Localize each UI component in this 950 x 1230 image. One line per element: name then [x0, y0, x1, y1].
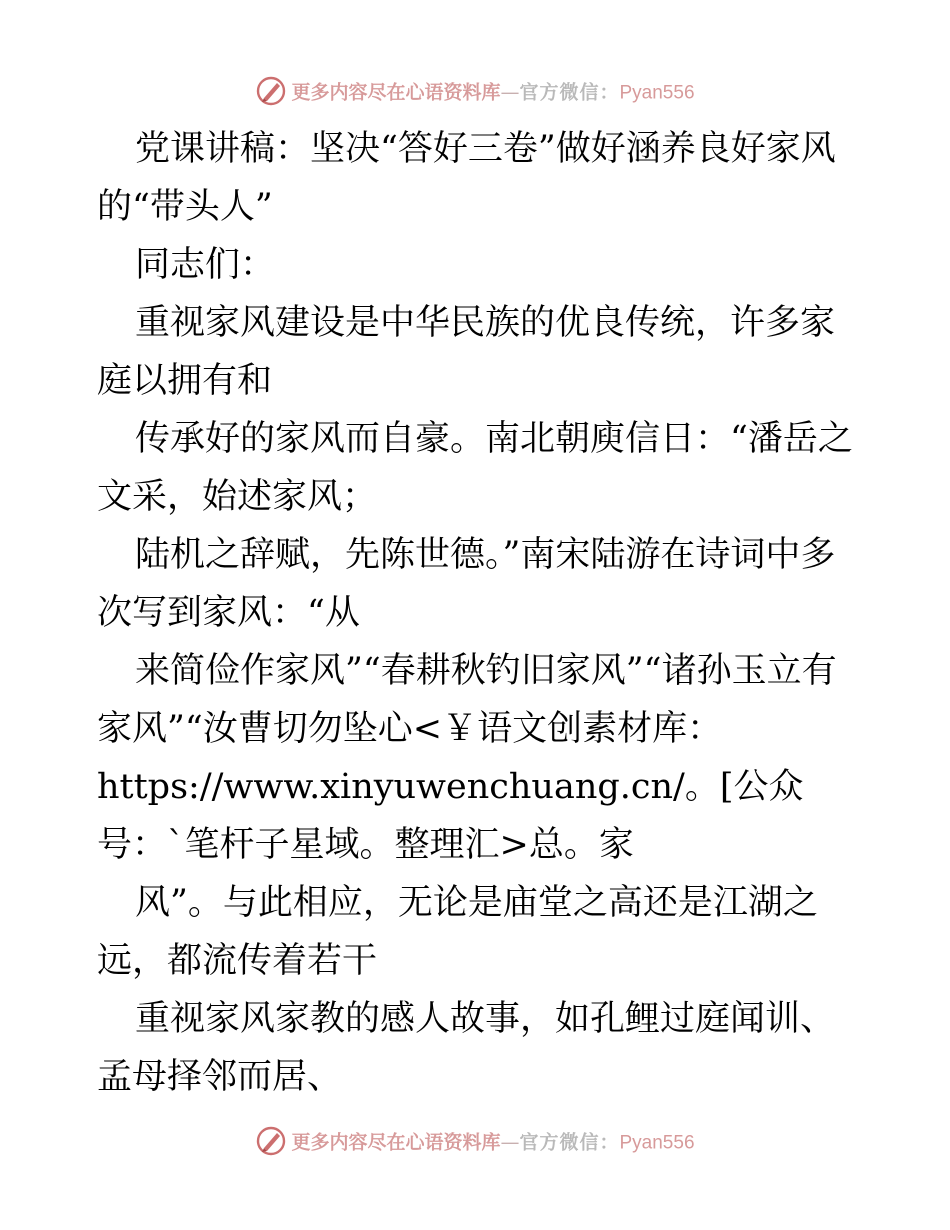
watermark-wechat-id: Pyan556: [619, 82, 695, 104]
watermark-main-text: 更多内容尽在心语资料库: [291, 81, 501, 104]
paragraph: 重视家风家教的感人故事，如孔鲤过庭闻训、孟母择邻而居、: [97, 999, 836, 1097]
header-watermark: [0, 77, 950, 109]
watermark-separator: —: [500, 1131, 520, 1154]
document-body: [97, 120, 857, 1106]
paragraph: 重视家风建设是中华民族的优良传统，许多家庭以拥有和: [97, 303, 836, 401]
pen-logo-icon: [255, 1125, 287, 1157]
doc-title: 党课讲稿：坚决“答好三卷”做好涵养良好家风的“带头人”: [97, 129, 836, 227]
paragraph: 传承好的家风而自豪。南北朝庾信日：“潘岳之文采，始述家风；: [97, 419, 853, 517]
salutation: 同志们：: [135, 245, 276, 285]
watermark-main-text: 更多内容尽在心语资料库: [291, 1131, 501, 1154]
paragraph: 陆机之辞赋，先陈世德。”南宋陆游在诗词中多次写到家风：“从: [97, 535, 836, 633]
pen-logo-icon: [255, 75, 287, 107]
watermark-separator: —: [500, 81, 520, 104]
paragraph: 风”。与此相应，无论是庙堂之高还是江湖之远，都流传着若干: [97, 883, 818, 981]
watermark-wechat-label: 官方微信：: [519, 81, 620, 104]
footer-watermark: [0, 1127, 950, 1159]
watermark-wechat-label: 官方微信：: [519, 1131, 620, 1154]
watermark-wechat-id: Pyan556: [619, 1132, 695, 1154]
paragraph: 来简俭作家风”“春耕秋钓旧家风”“诸孙玉立有家风”“汝曹切勿坠心<￥语文创素材库：https://www.xinyuwenchuang.cn/。[公众号：`笔杆子星域。整理汇>总。家: [97, 651, 837, 865]
